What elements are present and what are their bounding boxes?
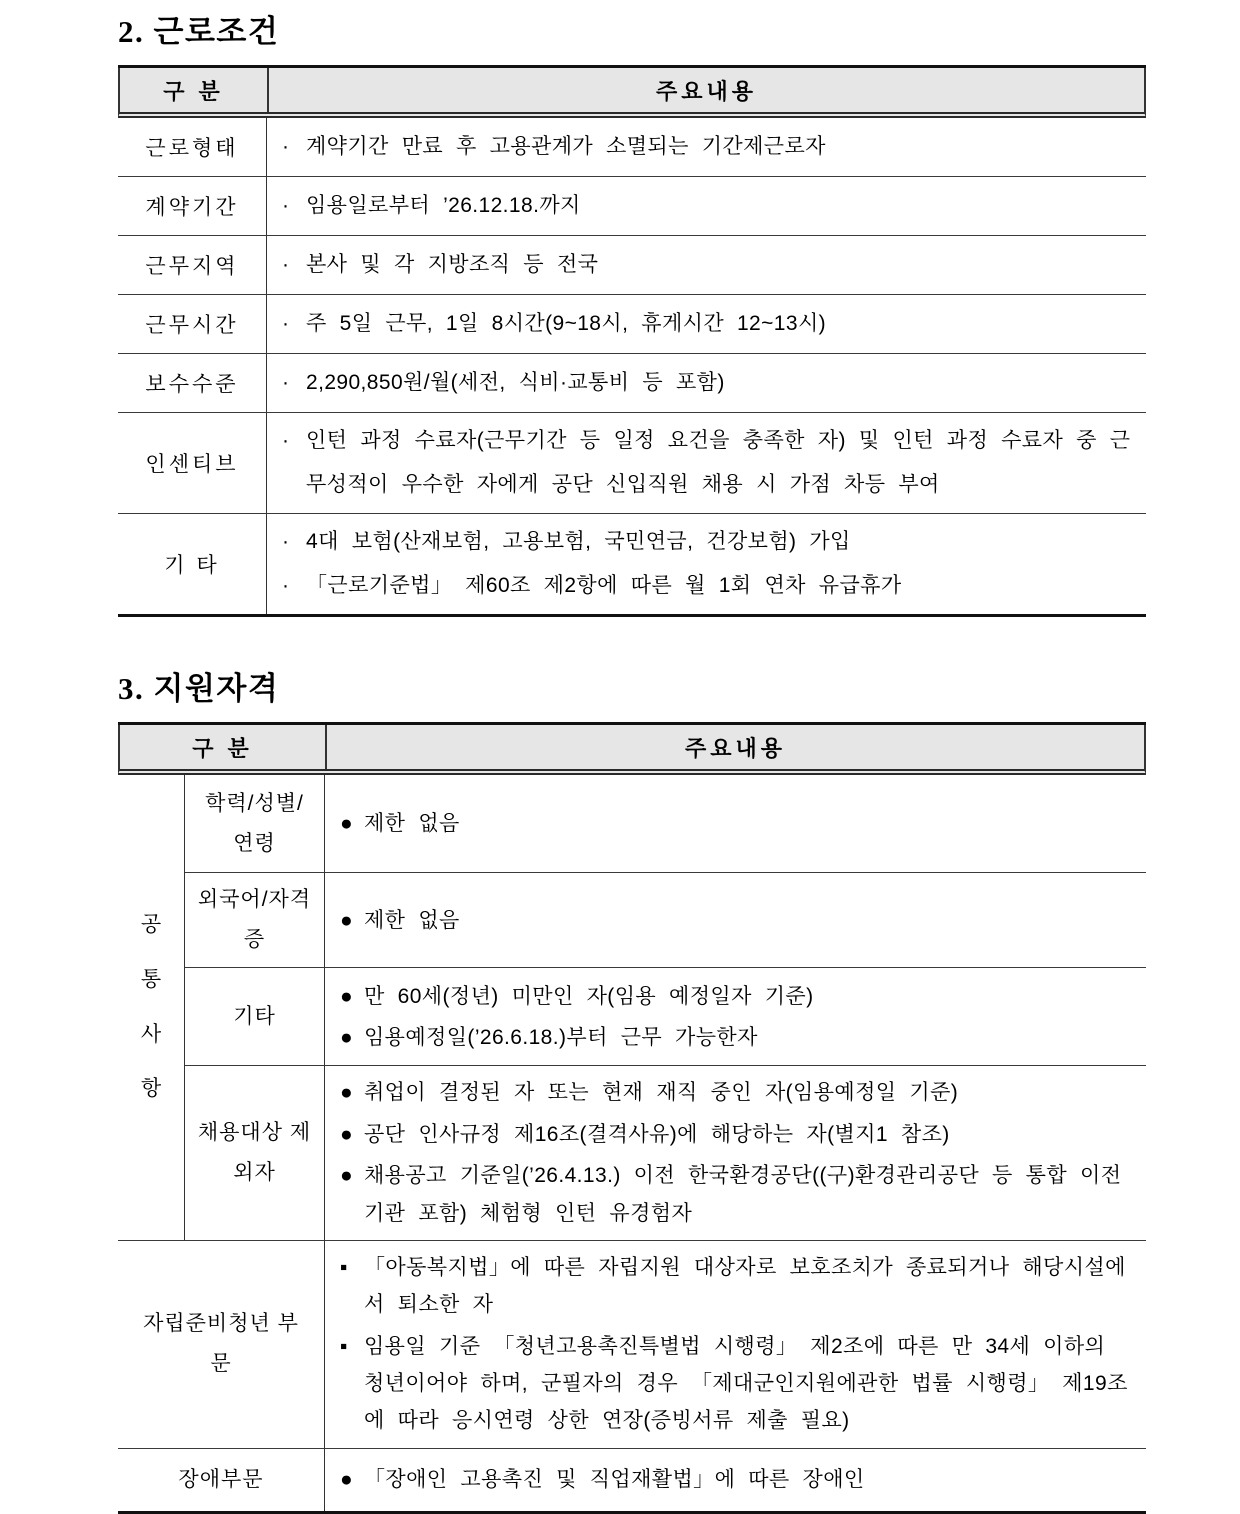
- square-bullet-icon: ▪: [340, 1334, 348, 1358]
- row-label: 근무지역: [118, 236, 267, 294]
- bullet-text: 계약기간 만료 후 고용관계가 소멸되는 기간제근로자: [306, 134, 826, 158]
- bullet-line: [282, 520, 1134, 564]
- bullet-line: [340, 1461, 1134, 1498]
- bullet-text: 4대 보험(산재보험, 고용보험, 국민연금, 건강보험) 가입: [306, 530, 851, 554]
- dot-bullet-icon: ·: [282, 193, 289, 217]
- bullet-text: 제한 없음: [364, 908, 460, 932]
- sub-label-exclusion: 채용대상 제외자: [185, 1066, 325, 1241]
- bullet-text: 「근로기준법」 제60조 제2항에 따른 월 1회 연차 유급휴가: [306, 574, 902, 598]
- row-label: 보수수준: [118, 354, 267, 412]
- bullet-line: [340, 1249, 1134, 1324]
- bullet-line: [340, 1116, 1134, 1153]
- table-row-incentive: [118, 413, 1146, 514]
- dot-bullet-icon: ·: [282, 134, 289, 158]
- bullet-line: [340, 978, 1134, 1015]
- dot-bullet-icon: ·: [282, 530, 289, 554]
- bullet-line: [340, 1328, 1134, 1440]
- circle-bullet-icon: ●: [340, 1122, 353, 1146]
- bullet-text: 만 60세(정년) 미만인 자(임용 예정일자 기준): [364, 984, 814, 1008]
- bullet-text: 임용일로부터 ’26.12.18.까지: [306, 193, 581, 217]
- bullet-text: 제한 없음: [364, 812, 460, 836]
- table3-header-category: 구 분: [120, 725, 327, 769]
- row-label: 근무시간: [118, 295, 267, 353]
- sub-label-language-certificate: 외국어/자격증: [185, 873, 325, 968]
- bullet-line: [282, 564, 1134, 608]
- bullet-line: [340, 902, 1134, 939]
- bullet-line: [282, 419, 1134, 507]
- table-row-salary: [118, 354, 1146, 413]
- bullet-line: [282, 184, 1134, 228]
- working-conditions-table: [118, 65, 1146, 617]
- table-row-work-hours: [118, 295, 1146, 354]
- row-label: 인센티브: [118, 413, 267, 513]
- bullet-line: [340, 805, 1134, 842]
- circle-bullet-icon: ●: [340, 1164, 353, 1188]
- bullet-text: 취업이 결정된 자 또는 현재 재직 중인 자(임용예정일 기준): [364, 1081, 959, 1105]
- table2-header-row: [118, 68, 1146, 118]
- document-page: [118, 6, 1146, 1514]
- label-disability: 장애부문: [118, 1449, 325, 1511]
- table-row-work-location: [118, 236, 1146, 295]
- row-content: [325, 968, 1146, 1066]
- bullet-line: [282, 125, 1134, 169]
- bullet-line: [340, 1019, 1134, 1056]
- bullet-text: 임용예정일(’26.6.18.)부터 근무 가능한자: [364, 1025, 758, 1049]
- bullet-line: [340, 1157, 1134, 1232]
- row-content: [325, 775, 1146, 873]
- bullet-text: 2,290,850원/월(세전, 식비·교통비 등 포함): [306, 370, 725, 394]
- row-content: [325, 1241, 1146, 1449]
- circle-bullet-icon: ●: [340, 1468, 353, 1492]
- row-content: [267, 354, 1146, 412]
- bullet-line: [340, 1074, 1134, 1111]
- circle-bullet-icon: ●: [340, 984, 353, 1008]
- bullet-text: 인턴 과정 수료자(근무기간 등 일정 요건을 충족한 자) 및 인턴 과정 수료자 중 근무성적이 우수한 자에게 공단 신입직원 채용 시 가점 차등 부여: [306, 429, 1131, 497]
- bullet-line: [282, 302, 1134, 346]
- section3-title: 3. 지원자격: [118, 671, 280, 707]
- row-content: [325, 873, 1146, 968]
- table3-header-content: 주요내용: [684, 735, 786, 761]
- bullet-line: [282, 361, 1134, 405]
- common-requirements-label: 공통사항: [140, 913, 162, 1101]
- table-row-work-type: [118, 118, 1146, 177]
- bullet-text: 주 5일 근무, 1일 8시간(9~18시, 휴게시간 12~13시): [306, 311, 827, 335]
- dot-bullet-icon: ·: [282, 311, 289, 335]
- row-content: [267, 118, 1146, 176]
- sub-label-education-gender-age: 학력/성별/연령: [185, 775, 325, 873]
- row-content: [267, 236, 1146, 294]
- row-content: [267, 514, 1146, 614]
- table2-header-content: 주요내용: [655, 78, 757, 104]
- table3-header-row: [118, 725, 1146, 775]
- table-row-etc: [118, 514, 1146, 614]
- section2-title: 2. 근로조건: [118, 14, 280, 49]
- dot-bullet-icon: ·: [282, 370, 289, 394]
- label-self-reliance-youth: 자립준비청년 부문: [118, 1241, 325, 1449]
- bullet-text: 「장애인 고용촉진 및 직업재활법」에 따른 장애인: [364, 1468, 865, 1492]
- circle-bullet-icon: ●: [340, 908, 353, 932]
- sub-label-etc: 기타: [185, 968, 325, 1066]
- dot-bullet-icon: ·: [282, 429, 289, 452]
- common-requirements-cell: [118, 775, 185, 1241]
- table2-header-category: 구 분: [120, 68, 269, 112]
- circle-bullet-icon: ●: [340, 1081, 353, 1105]
- row-content: [267, 177, 1146, 235]
- row-content: [325, 1066, 1146, 1241]
- bullet-text: 공단 인사규정 제16조(결격사유)에 해당하는 자(별지1 참조): [364, 1122, 950, 1146]
- square-bullet-icon: ▪: [340, 1255, 348, 1279]
- bullet-text: 임용일 기준 「청년고용촉진특별법 시행령」 제2조에 따른 만 34세 이하의 청년이어야 하며, 군필자의 경우 「제대군인지원에관한 법률 시행령」 제19조에 따라 응시연령 상한 연장(증빙서류 제출 필요): [364, 1334, 1128, 1433]
- row-label: 근로형태: [118, 118, 267, 176]
- row-label: 계약기간: [118, 177, 267, 235]
- row-content: [267, 295, 1146, 353]
- circle-bullet-icon: ●: [340, 812, 353, 836]
- circle-bullet-icon: ●: [340, 1025, 353, 1049]
- row-content: [267, 413, 1146, 513]
- dot-bullet-icon: ·: [282, 574, 289, 598]
- qualifications-table: [118, 722, 1146, 1513]
- row-label: 기 타: [118, 514, 267, 614]
- row-content: [325, 1449, 1146, 1511]
- table-row-contract-period: [118, 177, 1146, 236]
- bullet-text: 본사 및 각 지방조직 등 전국: [306, 252, 599, 276]
- dot-bullet-icon: ·: [282, 252, 289, 276]
- bullet-line: [282, 243, 1134, 287]
- table3-body: [118, 775, 1146, 1510]
- bullet-text: 「아동복지법」에 따른 자립지원 대상자로 보호조치가 종료되거나 해당시설에서 퇴소한 자: [364, 1255, 1126, 1317]
- bullet-text: 채용공고 기준일(’26.4.13.) 이전 한국환경공단((구)환경관리공단 등 통합 이전 기관 포함) 체험형 인턴 유경험자: [364, 1164, 1122, 1225]
